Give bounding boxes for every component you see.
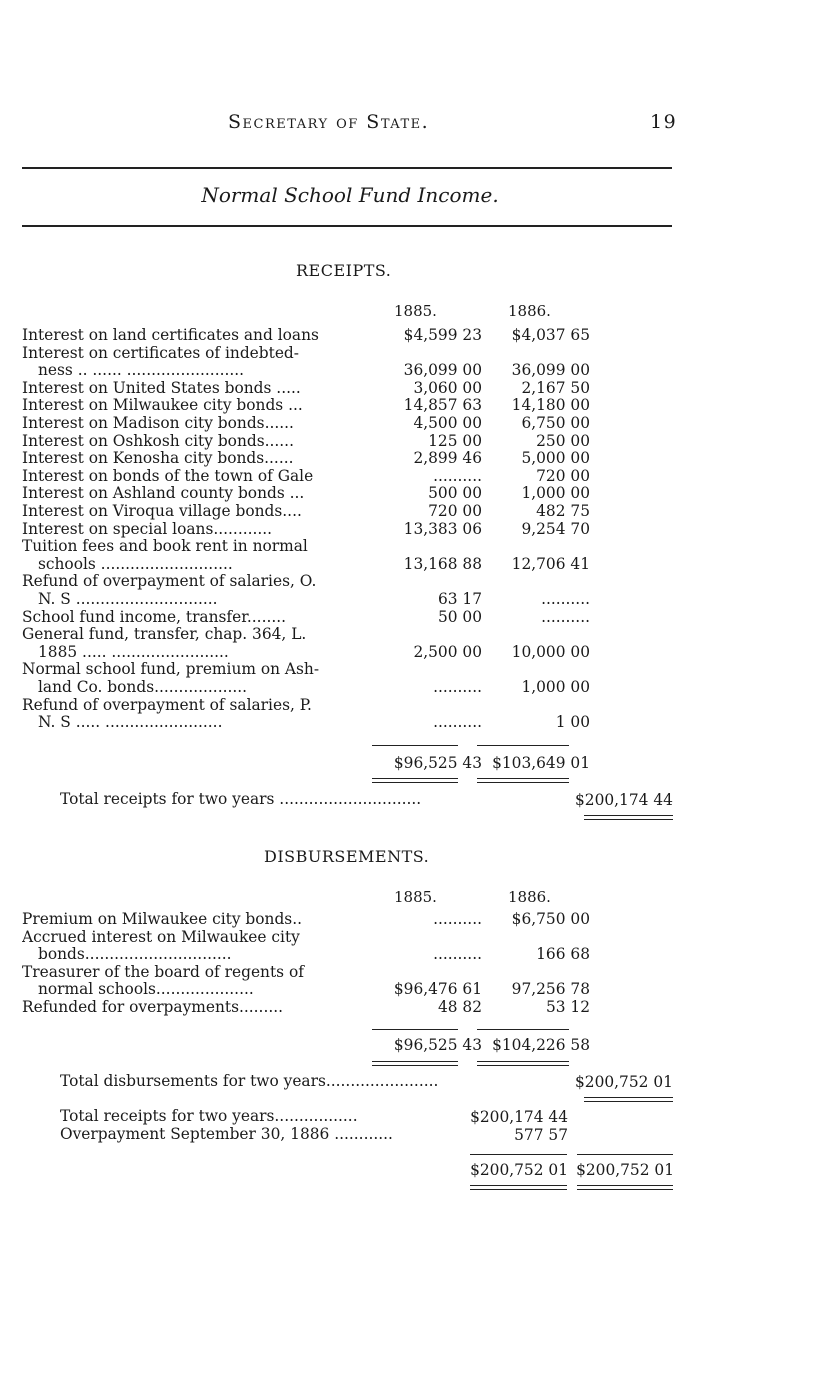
receipt-row-label: Interest on Milwaukee city bonds ... [22,397,303,415]
receipt-amount-1885: 4,500 00 [413,414,482,432]
disbursement-row-label: Premium on Milwaukee city bonds.. [22,911,302,928]
receipt-row-label: Interest on land certificates and loans [22,327,319,344]
receipt-amount-1886: 1 00 [555,713,590,732]
summary-receipts-line [60,1108,358,1126]
top-rule [22,167,672,169]
disbursement-row-label: Treasurer of the board of regents of [22,963,304,981]
disbursement-row-label: Accrued interest on Milwaukee city [22,928,300,946]
summary-overpayment-line [60,1126,393,1144]
receipt-row-label: N. S ..... ........................ [38,714,223,732]
total-disbursements-line [60,1073,438,1091]
summary-rule-left [470,1154,567,1155]
total-receipts-label: Total receipts for two years ............................. [60,790,422,808]
receipt-amount-1885: 13,168 88 [403,554,482,573]
receipt-amount-1885: 500 00 [428,484,482,503]
receipts-total-1885: $96,525 43 [393,754,482,772]
receipt-amount-1885: .......... [433,713,482,732]
receipt-row-label: Interest on Kenosha city bonds...... [22,450,294,468]
total-disb-rule-a [584,1097,673,1098]
summary-overpayment-label: Overpayment September 30, 1886 ............ [60,1125,393,1143]
disbursement-row-label: normal schools.................... [38,981,254,999]
receipt-amount-1886: 482 75 [536,502,590,520]
receipts-subtotal-rule-1885 [372,745,458,746]
receipt-row-label: Interest on Oshkosh city bonds...... [22,432,294,450]
receipt-row-label: N. S ............................. [38,590,218,608]
receipts-total-double-rule-1885b [372,782,458,783]
grand-total-left: $200,752 01 [470,1161,568,1179]
receipts-heading: RECEIPTS. [296,261,392,280]
receipt-amount-1885: 3,060 00 [413,378,482,397]
receipt-amount-1885: 125 00 [428,431,482,450]
receipts-subtotal-rule-1886 [477,745,569,746]
receipt-amount-1885: 14,857 63 [403,396,482,415]
disbursement-amount-1886: $6,750 00 [511,910,590,928]
receipt-row-label: Interest on United States bonds ..... [22,379,301,397]
disbursement-row-label: bonds.............................. [38,946,232,964]
receipt-amount-1885: .......... [433,466,482,485]
summary-receipts-label: Total receipts for two years................. [60,1107,358,1125]
receipt-amount-1886: 6,750 00 [521,414,590,432]
disbursement-row-label: Refunded for overpayments......... [22,999,284,1016]
running-head-title: Secretary of State. [228,111,430,133]
receipt-row-label: Interest on Viroqua village bonds.... [22,503,302,520]
disbursement-amount-1886: 166 68 [536,945,590,964]
disbursement-amount-1885: .......... [433,910,482,928]
receipt-row-label: Interest on Ashland county bonds ... [22,485,305,503]
grand-total-rule-left-a [470,1185,567,1186]
receipt-row-label: Interest on Madison city bonds...... [22,415,294,432]
receipt-amount-1886: 36,099 00 [511,361,590,380]
receipts-total-double-rule-1885a [372,778,458,779]
grand-total-rule-left-b [470,1189,567,1190]
receipts-year-1885: 1885. [394,302,437,320]
disb-total-double-rule-1885b [372,1065,458,1066]
summary-overpayment-amount: 577 57 [514,1126,568,1144]
disbursement-amount-1885: $96,476 61 [393,980,482,999]
receipt-amount-1886: .......... [541,607,590,626]
title-rule [22,225,672,227]
receipts-total-double-rule-1886a [477,778,569,779]
summary-receipts-amount: $200,174 44 [470,1108,568,1126]
receipt-amount-1886: 250 00 [536,431,590,450]
grand-total-right: $200,752 01 [576,1161,674,1179]
fund-title: Normal School Fund Income. [201,183,499,207]
receipt-amount-1885: 50 00 [437,607,482,626]
receipt-row-label: schools ........................... [38,555,233,573]
disbursement-amount-1885: 48 82 [437,998,482,1016]
receipt-amount-1885: 13,383 06 [403,519,482,538]
receipt-row-label: School fund income, transfer........ [22,608,287,626]
disbursements-heading: DISBURSEMENTS. [264,847,430,866]
total-receipts-rule-b [584,819,673,820]
receipt-amount-1885: .......... [433,677,482,696]
receipt-row-label: Interest on certificates of indebted- [22,344,299,362]
receipts-total-1886: $103,649 01 [492,754,590,772]
receipt-amount-1886: 9,254 70 [521,519,590,538]
disb-subtotal-rule-1886 [477,1029,569,1030]
disbursements-total-1886: $104,226 58 [492,1036,590,1054]
total-disb-rule-b [584,1101,673,1102]
receipt-amount-1885: 63 17 [437,589,482,608]
receipt-row-label: ness .. ...... ........................ [38,362,245,380]
receipt-row-label: Interest on special loans............ [22,520,273,538]
total-receipts-line [60,791,421,809]
receipts-year-1886: 1886. [508,302,551,320]
disbursement-amount-1885: .......... [433,945,482,964]
receipt-amount-1886: 2,167 50 [521,378,590,397]
receipt-row-label: Normal school fund, premium on Ash- [22,661,320,679]
receipt-amount-1886: 14,180 00 [511,396,590,415]
receipt-amount-1885: 2,899 46 [413,449,482,468]
receipt-amount-1886: 1,000 00 [521,677,590,696]
receipt-row-label: Refund of overpayment of salaries, P. [22,696,312,714]
receipt-amount-1886: 1,000 00 [521,484,590,503]
disbursements-total-1885: $96,525 43 [393,1036,482,1054]
receipt-amount-1885: 720 00 [428,502,482,520]
receipt-amount-1885: $4,599 23 [403,326,482,344]
total-disbursements-amount: $200,752 01 [575,1073,673,1091]
disb-total-double-rule-1885a [372,1061,458,1062]
summary-rule-right [577,1154,673,1155]
grand-total-rule-right-a [577,1185,673,1186]
receipt-amount-1885: 2,500 00 [413,642,482,661]
receipt-amount-1886: 720 00 [536,466,590,485]
receipt-row-label: 1885 ..... ........................ [38,643,229,661]
disb-subtotal-rule-1885 [372,1029,458,1030]
receipt-amount-1886: .......... [541,589,590,608]
receipt-row-label: Refund of overpayment of salaries, O. [22,573,317,591]
page-number: 19 [650,111,678,133]
disbursements-year-1886: 1886. [508,888,551,906]
receipt-row-label: Tuition fees and book rent in normal [22,538,308,556]
grand-total-rule-right-b [577,1189,673,1190]
receipt-amount-1885: 36,099 00 [403,361,482,380]
disbursement-amount-1886: 97,256 78 [511,980,590,999]
total-receipts-rule-a [584,815,673,816]
receipt-amount-1886: 5,000 00 [521,449,590,468]
disbursement-amount-1886: 53 12 [545,998,590,1016]
disb-total-double-rule-1886b [477,1065,569,1066]
total-receipts-amount: $200,174 44 [575,791,673,809]
receipt-row-label: General fund, transfer, chap. 364, L. [22,626,307,644]
receipt-row-label: land Co. bonds................... [38,678,248,696]
receipt-amount-1886: 10,000 00 [511,642,590,661]
receipts-total-double-rule-1886b [477,782,569,783]
total-disbursements-label: Total disbursements for two years....................... [60,1072,439,1090]
receipt-amount-1886: $4,037 65 [511,326,590,344]
disbursements-year-1885: 1885. [394,888,437,906]
receipt-amount-1886: 12,706 41 [511,554,590,573]
receipt-row-label: Interest on bonds of the town of Gale [22,467,314,485]
disb-total-double-rule-1886a [477,1061,569,1062]
